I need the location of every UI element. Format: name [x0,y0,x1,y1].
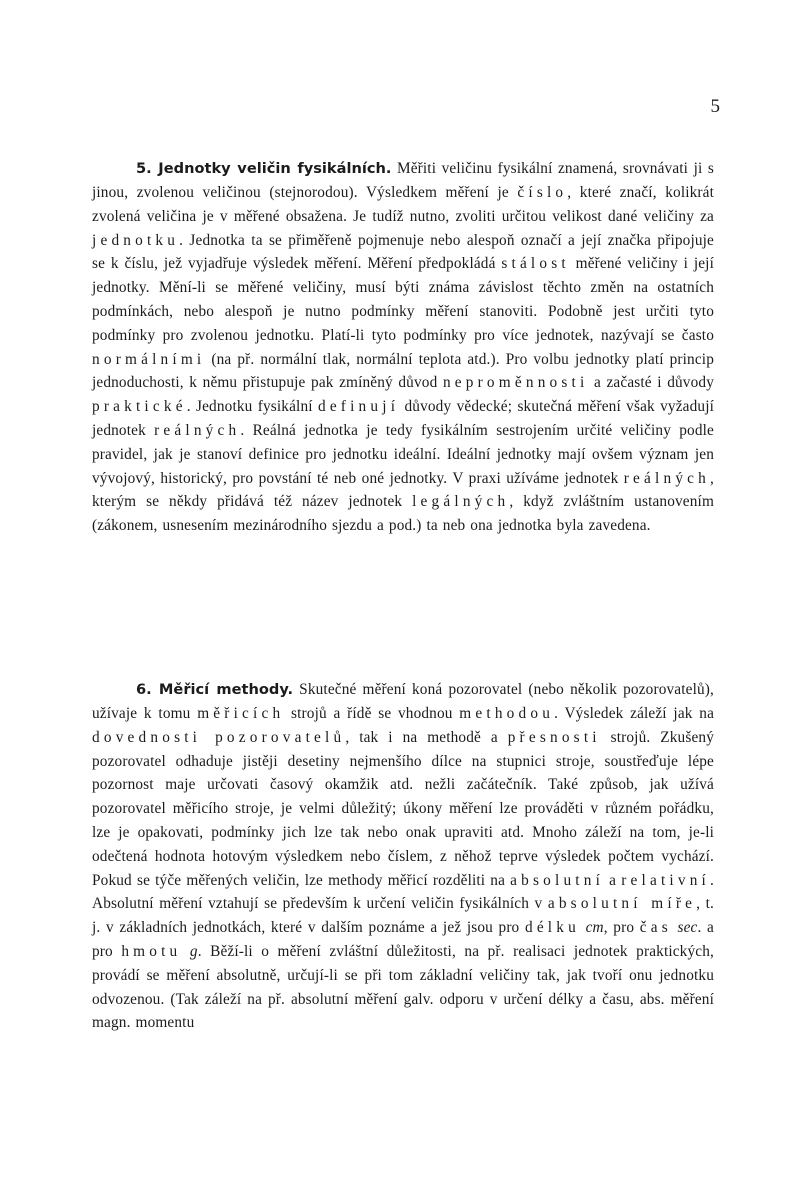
text-run: . Jednotka ta se přiměřeně pojmenuje nebo alespoň označí a její značka připojuje se k číslu, jež vyjadřuje výsledek měření. Měření předpokládá [92,231,714,273]
unit-symbol: sec [677,919,698,937]
spaced-term: definují [317,398,400,416]
spaced-term: neproměnnosti [442,374,589,392]
text-run: (na př. normální tlak, normální teplota atd.). Pro volbu jednotky platí princip jednoduchosti, k němu přistupuje pak zmíněný důvod [92,350,714,392]
text-run: . Výsledek záleží jak na [554,705,715,723]
unit-symbol: cm [585,919,604,937]
spaced-term: dovednosti pozorovatelů [92,728,346,746]
text-run: , t. j. v základních jednotkách, které v dalším poznáme a jež jsou pro [92,895,715,937]
text-run: a [604,871,622,889]
text-run: a začasté i důvody [588,374,714,392]
text-run: , které značí, kolikrát zvolená veličina je v měřené obsažena. Je tudíž nutno, zvoliti určitou velikost dané veličiny za [92,184,714,225]
spaced-term: hmotu [121,943,182,961]
spaced-term: relativní [621,871,711,889]
spaced-term: reálných [154,422,241,440]
text-run: . Reálná jednotka je tedy fysikálním sestrojením určité veličiny podle pravidel, jak je stanoví definice pro jednotku ideální. Ideální jednotky mají ovšem význam jen vývojový, historický, pro povstání té neb oné jednotky. V praxi užíváme jednotek [92,422,714,487]
spaced-term: normálními [92,350,206,368]
spaced-term: čas [639,919,672,937]
page-number: 5 [710,96,720,117]
spaced-term: absolutní míře [547,895,697,913]
text-run: měřené veličiny i její jednotky. Mění-li se měřené veličiny, musí býti známa závislost těchto změn na ostatních podmínkách, nebo alespoň je nutno podmínky měření stanoviti. Podobně jest určiti tyto podmínky pro zvolenou jednotku. Platí-li tyto podmínky pro více jednotek, nazývají se často [92,255,714,344]
spaced-term: reálných [623,469,711,487]
text-run: strojů a řídě se vhodnou [284,705,460,723]
text-run: důvody vědecké; skutečná měření však vyžadují jednotek [92,398,714,440]
section-6-paragraph [92,678,714,1035]
section-6-heading: 6. Měřicí methody. [136,681,294,699]
spaced-term: přesnosti [507,728,601,746]
unit-symbol: g [189,943,198,961]
text-run: , pro [603,919,640,937]
text-run [181,943,189,960]
spaced-term: stálost [501,255,570,273]
text-run: , tak i na methodě a [345,728,508,746]
text-run: . Absolutní měření vztahují se především k určení veličin fysikálních v [92,871,714,913]
text-run: , kterým se někdy přidává též název jednotek [92,469,714,511]
spaced-term: délku [524,919,580,937]
text-run: . Běží-li o měření zvláštní důležitosti, na př. realisaci jednotek praktických, provádí se měření absolutně, určují-li se při tom základní veličiny tak, jak tvoří onu jednotku odvozenou. (Tak záleží na př. absolutní měření galv. odporu v určení délky a času, abs. měření magn. momentu [92,943,714,1032]
spaced-term: legálných [412,493,510,511]
text-run: Skutečné měření koná pozorovatel (nebo několik pozorovatelů), užívaje k tomu [92,681,714,723]
spaced-term: měřicích [197,705,285,723]
spaced-term: methodou [459,705,555,723]
spaced-term: absolutní [510,871,605,889]
text-run: , když zvláštním ustanovením (zákonem, usnesením mezinárodního sjezdu a pod.) ta neb ona jednotka byla zavedena. [92,493,714,535]
text-run: . Jednotku fysikální [186,398,318,416]
section-5-paragraph [92,157,714,538]
section-5-heading: 5. Jednotky veličin fysikálních. [136,160,392,178]
spaced-term: praktické [92,398,187,416]
spaced-term: číslo [517,184,568,202]
text-run: Měřiti veličinu fysikální znamená, srovnávati ji s jinou, zvolenou veličinou (stejnorodou). Výsledkem měření je [92,160,714,202]
text-run: strojů. Zkušený pozorovatel odhaduje jistěji desetiny nejmenšího dílce na stupnici stroje, soustřeďuje lépe pozornost maje určovati časový okamžik atd. nežli začátečník. Také způsob, jak užívá pozorovatel měřicího stroje, je velmi důležitý; úkony měření lze prováděti v různém pořádku, lze je opakovati, podmínky jich lze tak nebo onak upraviti atd. Mnoho záleží na tom, je-li odečtená hodnota hotovým výsledkem nebo číslem, z něhož teprve výsledek počtem vychází. Pokud se týče měřených veličin, lze methody měřicí rozděliti na [92,728,714,889]
spaced-term: jednotku [92,231,180,249]
text-run: . a pro [92,919,715,961]
